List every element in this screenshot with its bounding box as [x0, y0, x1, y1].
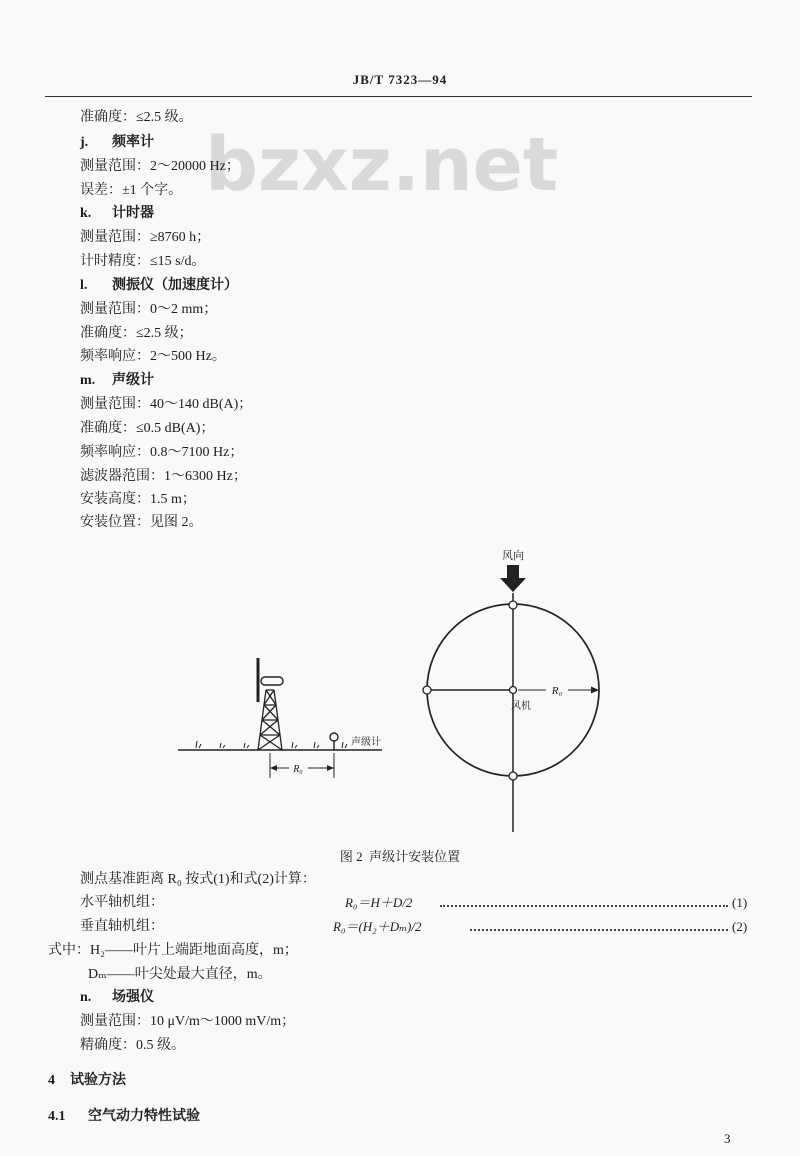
wind-direction-arrow-icon: [500, 565, 526, 592]
measurement-point-left: [423, 686, 431, 694]
item-n-heading: [80, 989, 154, 1007]
item-k-heading: [80, 205, 154, 223]
where-d-definition: Dₘ——叶尖处最大直径，m。: [88, 967, 272, 982]
item-m-range: 测量范围：40～140 dB(A)；: [80, 397, 253, 412]
item-n-precision: 精确度：0.5 级。: [80, 1038, 185, 1053]
wind-direction-label: 风向: [502, 550, 524, 562]
sound-meter-label: 声级计: [351, 737, 381, 748]
lattice-tower: [258, 690, 282, 750]
measurement-point-bottom: [509, 772, 517, 780]
item-m-title: 声级计: [112, 373, 154, 388]
item-k-title: 计时器: [112, 206, 154, 221]
figure-2-diagram: [0, 540, 800, 840]
figure-2-caption: 图 2 声级计安装位置: [339, 849, 461, 864]
r0-left-arrow-end: [327, 765, 334, 771]
item-j-error: 误差：±1 个字。: [80, 183, 183, 198]
where-h-definition: 式中：H₂——叶片上端距地面高度，m；: [48, 943, 298, 958]
item-l-frequency: 频率响应：2～500 Hz。: [80, 349, 226, 364]
item-m-frequency: 频率响应：0.8～7100 Hz；: [80, 445, 244, 460]
item-j-heading: [80, 134, 154, 152]
header-rule: [45, 96, 752, 97]
sound-meter-icon: [330, 733, 338, 741]
section-4-number: 4: [48, 1073, 55, 1088]
turbine-label: 风机: [511, 701, 531, 712]
horizontal-axis-label: 水平轴机组：: [80, 895, 164, 910]
turbine-center-point: [510, 687, 517, 694]
section-4-1-title: 空气动力特性试验: [88, 1109, 200, 1124]
item-m-marker: m.: [80, 373, 96, 388]
radius-label-right: R₀: [551, 685, 563, 697]
item-j-range: 测量范围：2～20000 Hz；: [80, 159, 240, 174]
item-l-marker: l.: [80, 278, 88, 293]
formula-1: R₀＝H＋D/2: [345, 895, 413, 910]
nacelle: [261, 677, 283, 685]
item-m-height: 安装高度：1.5 m；: [80, 492, 196, 507]
formula-2-number: (2): [732, 919, 748, 934]
measurement-point-top: [509, 601, 517, 609]
formula-1-leader: [440, 905, 728, 907]
item-l-title: 测振仪（加速度计）: [112, 278, 238, 293]
item-k-marker: k.: [80, 206, 92, 221]
item-k-range: 测量范围：≥8760 h；: [80, 230, 211, 245]
formula-2: R₀＝(H₂＋Dₘ)/2: [333, 919, 422, 934]
item-l-range: 测量范围：0～2 mm；: [80, 302, 218, 317]
item-m-accuracy: 准确度：≤0.5 dB(A)；: [80, 421, 215, 436]
page-number: 3: [724, 1131, 731, 1146]
r0-right-arrow-end: [591, 687, 599, 694]
section-4-title: 试验方法: [70, 1073, 126, 1088]
item-n-marker: n.: [80, 990, 92, 1005]
grass-marks: [196, 741, 347, 748]
formula-1-number: (1): [732, 895, 748, 910]
item-j-marker: j.: [80, 135, 89, 150]
vertical-axis-label: 垂直轴机组：: [80, 919, 164, 934]
formula-2-leader: [470, 929, 728, 931]
r0-left-arrow-start: [270, 765, 277, 771]
item-j-title: 频率计: [112, 135, 154, 150]
accuracy-line: 准确度：≤2.5 级。: [80, 110, 193, 125]
section-4-1-heading: [48, 1108, 200, 1126]
item-m-heading: [80, 372, 154, 390]
document-id-header: JB/T 7323—94: [352, 72, 448, 87]
radius-label-left: R₀: [293, 764, 303, 775]
formula-intro: 测点基准距离 R₀ 按式(1)和式(2)计算：: [80, 872, 316, 887]
section-4-1-number: 4.1: [48, 1109, 66, 1124]
item-k-precision: 计时精度：≤15 s/d。: [80, 254, 206, 269]
item-n-title: 场强仪: [112, 990, 154, 1005]
item-m-position: 安装位置：见图 2。: [80, 515, 203, 530]
item-l-heading: [80, 277, 238, 295]
item-n-range: 测量范围：10 μV/m～1000 mV/m；: [80, 1014, 296, 1029]
item-m-filter: 滤波器范围：1～6300 Hz；: [80, 469, 247, 484]
item-l-accuracy: 准确度：≤2.5 级；: [80, 326, 193, 341]
watermark-text: bzxz.net: [205, 122, 559, 208]
section-4-heading: [48, 1072, 126, 1090]
